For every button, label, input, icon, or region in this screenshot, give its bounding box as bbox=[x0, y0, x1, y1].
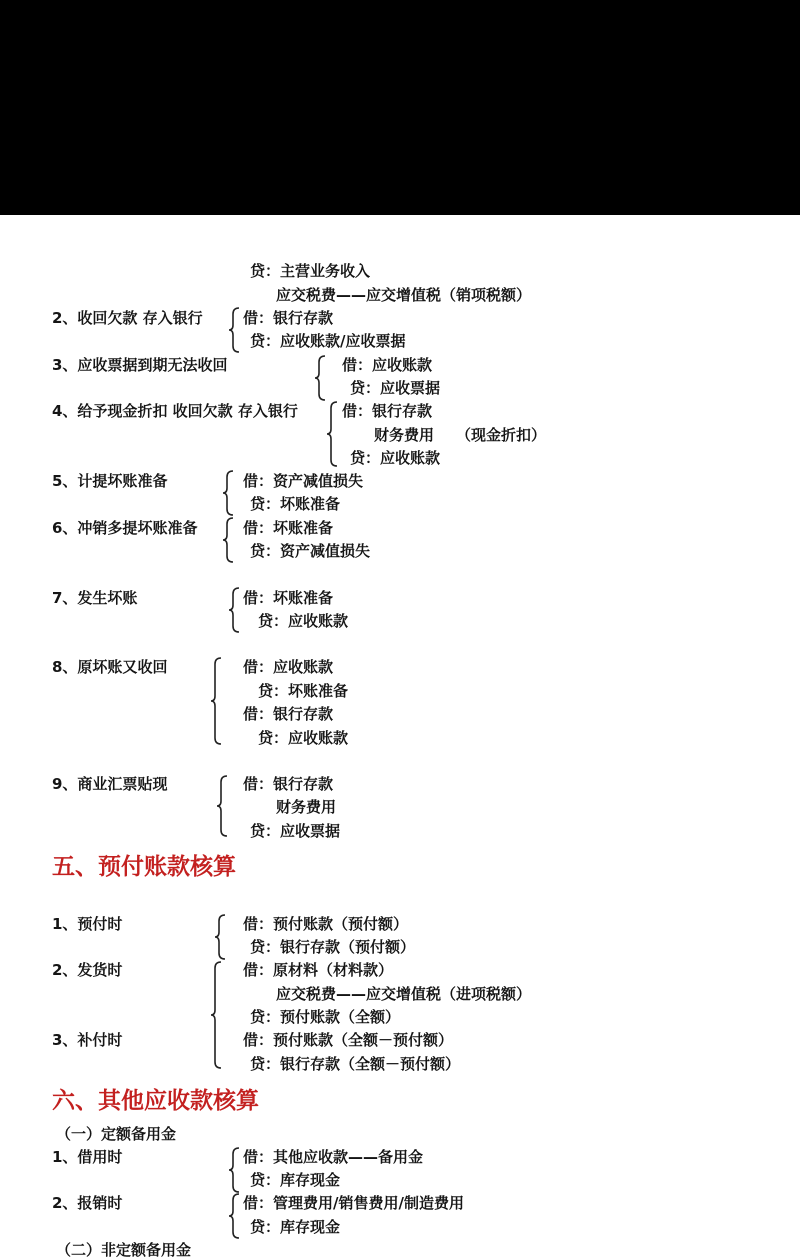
prepay-3-credit: 贷：银行存款（全额－预付额） bbox=[250, 1055, 461, 1073]
prepay-2-credit: 贷：预付账款（全额） bbox=[250, 1008, 401, 1026]
entry-8-debit-2: 借：银行存款 bbox=[243, 705, 334, 723]
subsection-2-title: （二）非定额备用金 bbox=[56, 1241, 192, 1259]
subsection-1-title: （一）定额备用金 bbox=[56, 1125, 177, 1143]
other-1-brace bbox=[228, 1147, 240, 1193]
prepay-1-debit: 借：预付账款（预付额） bbox=[243, 915, 409, 933]
prepay-3-title: 3、补付时 bbox=[52, 1031, 123, 1049]
other-2-title: 2、报销时 bbox=[52, 1194, 123, 1212]
entry-9-debit-2: 财务费用 bbox=[276, 798, 337, 816]
prepay-2-debit-2: 应交税费——应交增值税（进项税额） bbox=[276, 985, 532, 1003]
entry-5-debit: 借：资产减值损失 bbox=[243, 472, 364, 490]
entry-8-title: 8、原坏账又收回 bbox=[52, 658, 168, 676]
entry-3-title: 3、应收票据到期无法收回 bbox=[52, 356, 228, 374]
entry-6-brace bbox=[222, 517, 234, 563]
entry-9-debit: 借：银行存款 bbox=[243, 775, 334, 793]
entry-4-debit: 借：银行存款 bbox=[342, 402, 433, 420]
entry-5-brace bbox=[222, 470, 234, 516]
entry-9-brace bbox=[216, 775, 228, 837]
entry-6-title: 6、冲销多提坏账准备 bbox=[52, 519, 198, 537]
prepay-2-title: 2、发货时 bbox=[52, 961, 123, 979]
entry-7-title: 7、发生坏账 bbox=[52, 589, 138, 607]
entry-4-debit-2: 财务费用 bbox=[374, 426, 435, 444]
entry-8-debit-1: 借：应收账款 bbox=[243, 658, 334, 676]
entry-9-title: 9、商业汇票贴现 bbox=[52, 775, 168, 793]
prepay-2-3-brace bbox=[210, 961, 222, 1069]
entry-2-credit: 贷：应收账款/应收票据 bbox=[250, 332, 406, 350]
entry-4-credit: 贷：应收账款 bbox=[350, 449, 441, 467]
entry-7-brace bbox=[228, 587, 240, 633]
entry-7-credit: 贷：应收账款 bbox=[258, 612, 349, 630]
other-2-brace bbox=[228, 1193, 240, 1239]
entry-3-credit: 贷：应收票据 bbox=[350, 379, 441, 397]
entry-6-credit: 贷：资产减值损失 bbox=[250, 542, 371, 560]
entry-2-title: 2、收回欠款 存入银行 bbox=[52, 309, 203, 327]
entry-3-debit: 借：应收账款 bbox=[342, 356, 433, 374]
other-1-credit: 贷：库存现金 bbox=[250, 1171, 341, 1189]
entry-4-title: 4、给予现金折扣 收回欠款 存入银行 bbox=[52, 402, 298, 420]
entry-4-note: （现金折扣） bbox=[456, 426, 547, 444]
other-2-debit: 借：管理费用/销售费用/制造费用 bbox=[243, 1194, 464, 1212]
other-1-debit: 借：其他应收款——备用金 bbox=[243, 1148, 424, 1166]
section-6-heading: 六、其他应收款核算 bbox=[52, 1088, 259, 1114]
section-5-heading: 五、预付账款核算 bbox=[52, 854, 236, 880]
prepay-3-debit: 借：预付账款（全额－预付额） bbox=[243, 1031, 454, 1049]
entry-3-brace bbox=[314, 355, 326, 401]
other-2-credit: 贷：库存现金 bbox=[250, 1218, 341, 1236]
entry-8-credit-1: 贷：坏账准备 bbox=[258, 682, 349, 700]
prepay-1-credit: 贷：银行存款（预付额） bbox=[250, 938, 416, 956]
entry-7-debit: 借：坏账准备 bbox=[243, 589, 334, 607]
entry-5-credit: 贷：坏账准备 bbox=[250, 495, 341, 513]
entry-9-credit: 贷：应收票据 bbox=[250, 822, 341, 840]
entry-2-debit: 借：银行存款 bbox=[243, 309, 334, 327]
entry-6-debit: 借：坏账准备 bbox=[243, 519, 334, 537]
other-1-title: 1、借用时 bbox=[52, 1148, 123, 1166]
prepay-2-debit: 借：原材料（材料款） bbox=[243, 961, 394, 979]
prepay-1-brace bbox=[214, 914, 226, 960]
entry-8-credit-2: 贷：应收账款 bbox=[258, 729, 349, 747]
entry-4-brace bbox=[326, 401, 338, 467]
prepay-1-title: 1、预付时 bbox=[52, 915, 123, 933]
entry-2-brace bbox=[228, 307, 240, 353]
entry-8-brace bbox=[210, 657, 222, 745]
sales-credit-tax-line: 应交税费——应交增值税（销项税额） bbox=[276, 286, 532, 304]
entry-5-title: 5、计提坏账准备 bbox=[52, 472, 168, 490]
sales-credit-line: 贷：主营业务收入 bbox=[250, 262, 371, 280]
